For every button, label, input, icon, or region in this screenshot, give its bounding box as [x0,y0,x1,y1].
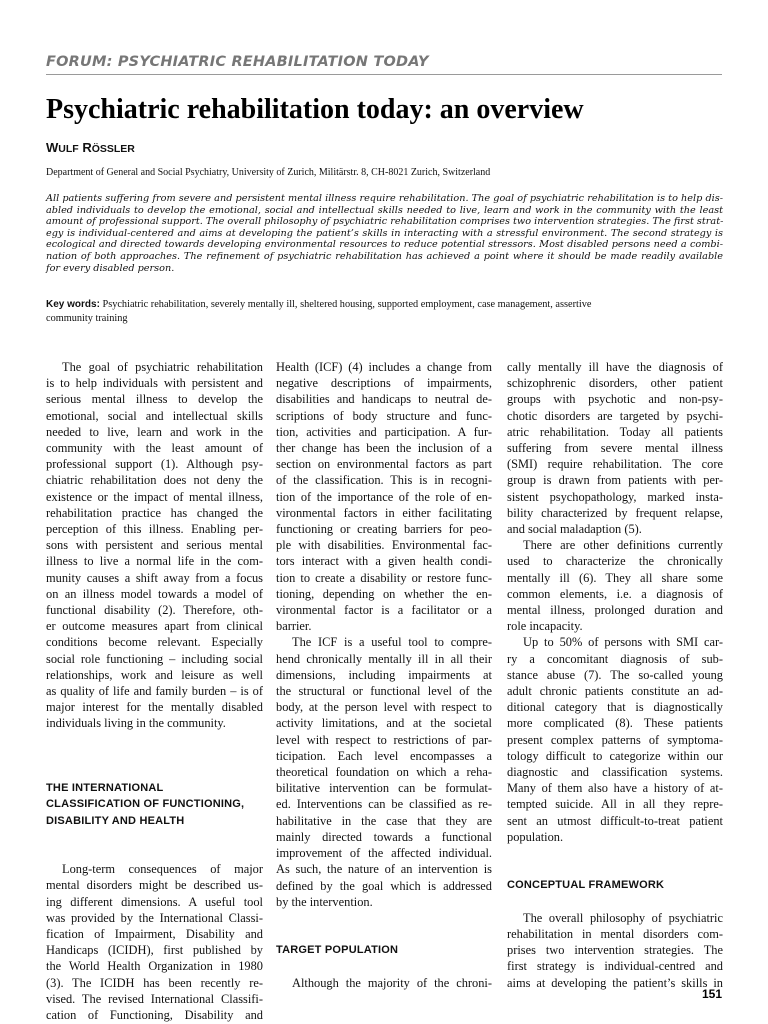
abstract-line: nation of both approaches. The refinement of psychiatric rehabilitation has achieved a point where it should be made readily available [46,250,723,262]
text-line: (3). The ICIDH has been recently re- [46,975,263,990]
text-line: ed. Interventions can be classified as re- [276,797,492,812]
section-heading: CONCEPTUAL FRAMEWORK [507,879,665,892]
text-line: tion of the importance of the role of en- [276,489,492,504]
author-last-initial: R [82,140,92,155]
author-name [46,140,135,155]
column-1 [46,359,263,1023]
abstract-line: for every disabled person. [46,262,175,274]
text-line: Up to 50% of persons with SMI car- [523,635,723,650]
text-line: scriptions of body structure and func- [276,408,492,423]
affiliation: Department of General and Social Psychiatry, University of Zurich, Militärstr. 8, CH-8021 Zurich, Switzerland [46,167,491,178]
text-line: is to help individuals with persistent and [46,376,263,391]
text-line: mental disorders might be described us- [46,878,263,893]
text-line: major interest for the mentally disabled [46,700,263,715]
text-line: used to characterize the chronically [507,554,723,569]
text-line: sistent psychopathology, marked insta- [507,489,723,504]
abstract-line: ecological and directed towards developing environmental resources to reduce potential stressors. Most disabled persons need a combi- [46,239,723,251]
text-line: (SMI) require rehabilitation. The core [507,457,723,472]
text-line: hend chronically mentally ill in all their [276,651,492,666]
author-first-initial: W [46,140,59,155]
text-line: level with respect to restrictions of par- [276,732,492,747]
text-line: by the intervention. [276,894,373,909]
text-line: The goal of psychiatric rehabilitation [62,360,263,374]
text-line: stance abuse (7). The so-called young [507,667,723,682]
keywords-label: Key words: [46,299,100,310]
text-line: adult chronic patients constitute an ad- [507,684,723,699]
text-line: ther change has been the inclusion of a [276,441,492,456]
text-line: er outcome measures apart from clinical [46,619,263,634]
text-line: The ICF is a useful tool to compre- [292,635,492,650]
text-line: tology difficult to categorize within our [507,748,723,763]
text-line: Health (ICF) (4) includes a change from [276,360,492,374]
paragraph [507,537,723,634]
text-line: group is drawn from patients with per- [507,473,723,488]
text-line: mainly directed towards a functional [276,829,492,844]
text-line: negative descriptions of impairments, [276,376,492,391]
text-line: body, at the person level with respect to [276,700,492,715]
text-line: cally mentally ill have the diagnosis of [507,360,723,374]
text-line: professional support (1). Although psy- [46,457,263,472]
text-line: sons with persistent and serious mental [46,538,263,553]
text-line: section on environmental factors as part [276,457,492,472]
text-line: ry a concomitant diagnosis of sub- [507,651,723,666]
text-line: as quality of life and family burden – is of [46,684,263,699]
text-line: the World Health Organization in 1980 [46,959,263,974]
text-line: existence or the impact of mental illness, [46,489,263,504]
text-line: dimensions, including impairments at [276,667,492,682]
paragraph [276,634,492,909]
text-line: population. [507,829,564,844]
text-line: chotic disorders are targeted by psychi- [507,408,723,423]
header-rule [46,74,722,75]
text-line: sent an utmost difficult-to-treat patient [507,813,723,828]
text-line: ditional category that is diagnostically [507,700,723,715]
paragraph [507,634,723,845]
text-line: ticipation. Each level encompasses a [276,748,492,763]
paragraph [507,910,723,991]
text-line: mental illness, prolonged duration and [507,603,723,618]
text-line: barrier. [276,619,312,634]
text-line: role incapacity. [507,619,583,634]
text-line: social role functioning – including social [46,651,263,666]
text-line: functional disability (2). Therefore, oth- [46,603,263,618]
text-line: bilitative intervention can be formulat- [276,781,492,796]
text-line: aims at developing the patient’s skills in [507,975,723,990]
text-line: diagnostic and classification systems. [507,765,723,780]
text-line: cation of Functioning, Disability and [46,1008,263,1023]
text-line: tors interact with a given health condi- [276,554,492,569]
text-line: ple with disabilities. Environmental fac- [276,538,492,553]
text-line: Although the majority of the chroni- [292,975,492,990]
heading-line: THE INTERNATIONAL [46,782,164,795]
paragraph [46,861,263,1023]
text-line: suffering from severe mental illness [507,441,723,456]
text-line: the structural or functional level of the [276,684,492,699]
text-line: vised. The revised International Classifi- [46,991,263,1006]
heading-line: CLASSIFICATION OF FUNCTIONING, [46,798,245,811]
text-line: rehabilitation in mental disorders com- [507,927,723,942]
text-line: serious mental illness to develop the [46,392,263,407]
paragraph [46,359,263,732]
heading-line: DISABILITY AND HEALTH [46,814,185,827]
text-line: common elements, i.e. a diagnosis of [507,586,723,601]
text-line: was provided by the International Classi- [46,910,263,925]
text-line: Handicaps (ICIDH), first published by [46,943,263,958]
forum-header: FORUM: PSYCHIATRIC REHABILITATION TODAY [46,54,429,70]
text-line: perception of this illness. Enabling per- [46,522,263,537]
text-line: relationships, work and leisure as well [46,667,263,682]
paragraph [276,359,492,634]
text-line: and social maladaption (5). [507,522,642,537]
column-2 [276,359,492,991]
paragraph [276,975,492,991]
text-line: tempted suicide. All in all they repre- [507,797,723,812]
text-line: of the classification. This is in recogni- [276,473,492,488]
column-3 [507,359,723,991]
page-number: 151 [701,987,722,1001]
keywords-line: Psychiatric rehabilitation, severely mentally ill, sheltered housing, supported employment, case management, assertive [102,299,592,310]
text-line: rehabilitation practice has changed the [46,505,263,520]
text-line: habilitative in the case that they are [276,813,492,828]
text-line: emotional, social and intellectual skills [46,408,263,423]
section-heading [46,780,263,829]
text-line: bility characterized by frequent relapse, [507,505,723,520]
text-line: activity limitations, and at the societal [276,716,492,731]
text-line: There are other definitions currently [523,538,723,553]
text-line: munity causes a shift away from a focus [46,570,263,585]
paragraph [507,359,723,537]
text-line: chiatric rehabilitation does not deny the [46,473,263,488]
text-line: tion, activities and participation. A fur- [276,424,492,439]
text-line: ing different dimensions. A useful tool [46,894,263,909]
text-line: groups with psychotic and non-psy- [507,392,723,407]
author-last-rest: ÖSSLER [91,143,135,155]
text-line: tion to create a disability or restore func- [276,570,492,585]
text-line: tioning, depending on whether the en- [276,586,492,601]
text-line: vironmental factors in either facilitating [276,505,492,520]
text-line: Many of them also have a history of at- [507,781,723,796]
abstract-line: All patients suffering from severe and persistent mental illness require rehabilitation. The goal of psychiatric rehabilitation is to help dis- [46,193,723,204]
article-title: Psychiatric rehabilitation today: an overview [46,94,584,125]
text-line: first strategy is individual-centred and [507,959,723,974]
text-line: illness to live a normal life in the com- [46,554,263,569]
abstract-line: amount of professional support. The overall philosophy of psychiatric rehabilitation comprises two intervention strategies. The first strat- [46,216,724,228]
author-first-rest: ULF [58,143,79,155]
abstract-line: egy is individual-centered and aims at developing the patient’s skills in interacting with a stressful environment. The second strategy is [46,227,723,239]
text-line: improvement of the affected individual. [276,846,492,861]
text-line: more complicated (8). These patients [507,716,723,731]
text-line: present complex patterns of symptoma- [507,732,723,747]
abstract-line: abled individuals to develop the emotional, social and intellectual skills needed to live, learn and work in the community with the least [46,204,723,216]
text-line: atric rehabilitation. Today all patients [507,424,723,439]
text-line: individuals living in the community. [46,716,226,731]
text-line: community with the least amount of [46,441,263,456]
text-line: conditions become relevant. Especially [46,635,263,650]
text-line: prises two intervention strategies. The [507,943,723,958]
text-line: theoretical foundation on which a reha- [276,765,492,780]
text-line: fication of Impairment, Disability and [46,927,263,942]
section-heading: TARGET POPULATION [276,944,399,957]
text-line: on an illness model towards a model of [46,586,263,601]
text-line: functioning or creating barriers for peo- [276,522,492,537]
text-line: The overall philosophy of psychiatric [523,910,723,925]
keywords-line: community training [46,312,128,324]
text-line: mentally ill (6). They all share some [507,570,723,585]
text-line: defined by the goal which is addressed [276,878,492,893]
text-line: needed to live, learn and work in the [46,424,263,439]
text-line: As such, the nature of an intervention is [276,862,492,877]
text-line: vironmental factor is a facilitator or a [276,603,492,618]
abstract [46,193,723,274]
text-line: Long-term consequences of major [62,862,263,877]
text-line: schizophrenic disorders, other patient [507,376,723,391]
keywords [46,298,723,325]
text-line: disabilities and handicaps to neutral de- [276,392,492,407]
